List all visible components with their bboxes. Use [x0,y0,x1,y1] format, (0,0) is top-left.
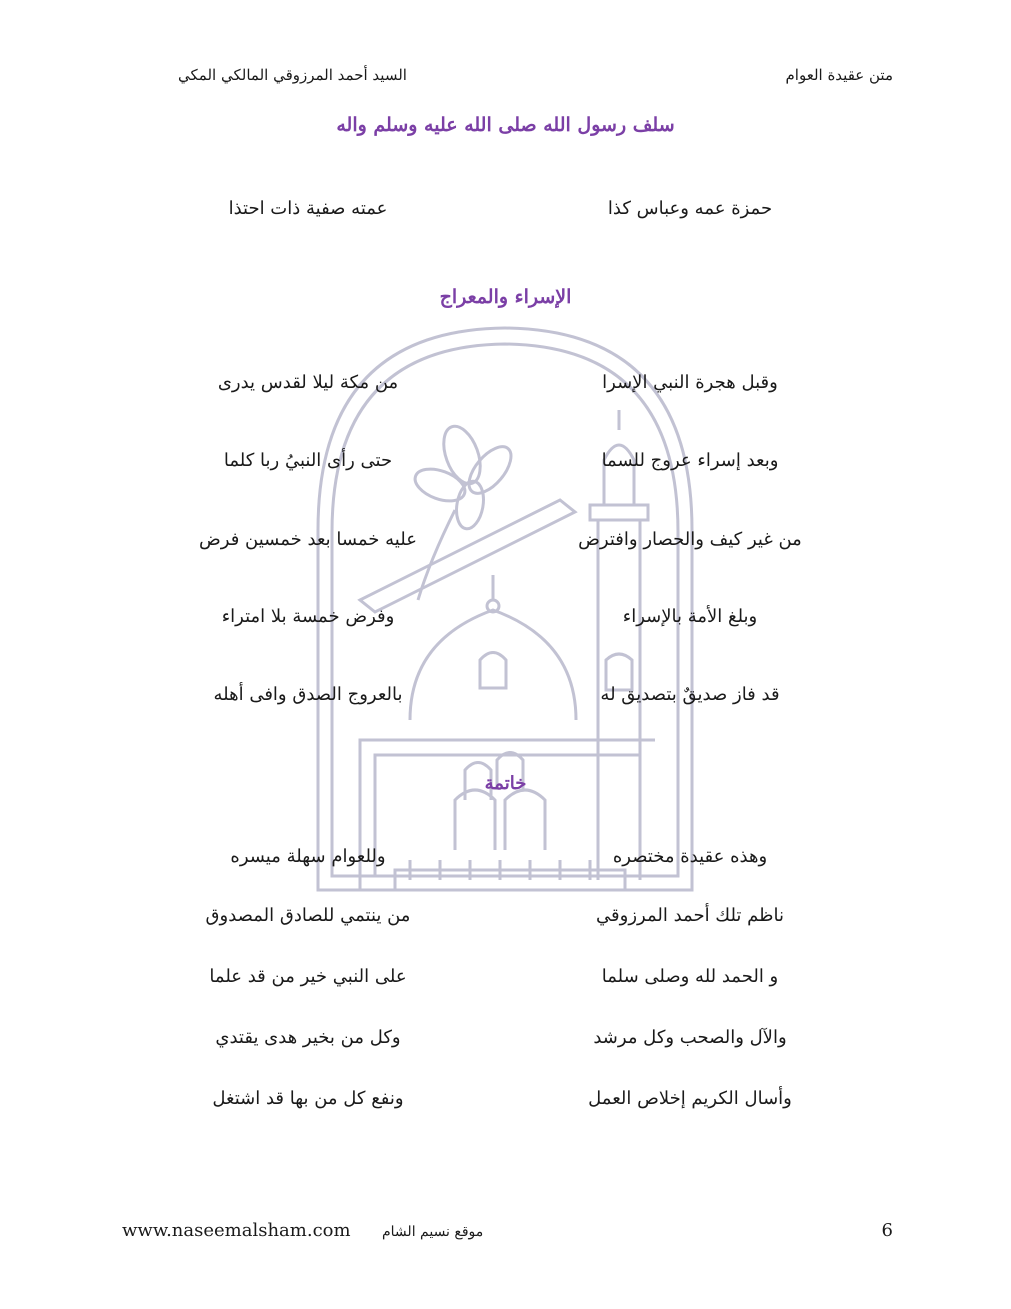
verse-10-first: والآل والصحب وكل مرشد [593,1027,787,1048]
verse-9-second: على النبي خير من قد علما [209,966,407,987]
verse-11-second: ونفع كل من بها قد اشتغل [212,1088,404,1109]
verse-7-first: وهذه عقيدة مختصره [612,846,768,867]
footer-website-url[interactable]: www.naseemalsham.com [122,1220,351,1241]
heading-lineage: سلف رسول الله صلى الله عليه وسلم واله [336,114,675,136]
verse-4-second: عليه خمسا بعد خمسين فرض [199,529,417,550]
heading-closing: خاتمة [484,773,527,794]
verse-3-first: وبعد إسراء عروج للسما [601,450,779,471]
header-author-name: السيد أحمد المرزوقي المالكي المكي [178,66,407,84]
verse-6-second: بالعروج الصدق وافى أهله [213,684,403,705]
verse-10-second: وكل من بخير هدى يقتدي [215,1027,401,1048]
verse-8-first: ناظم تلك أحمد المرزوقي [596,905,784,926]
header-book-title: متن عقيدة العوام [785,66,893,84]
verse-9-first: و الحمد لله وصلى سلما [601,966,779,987]
verse-8-second: من ينتمي للصادق المصدوق [205,905,411,926]
verse-1-first: حمزة عمه وعباس كذا [607,198,773,219]
verse-11-first: وأسال الكريم إخلاص العمل [588,1088,792,1109]
footer-site-name: موقع نسيم الشام [382,1224,484,1240]
page-number: 6 [881,1220,893,1241]
verse-3-second: حتى رأى النبيُ ربا كلما [223,450,393,471]
verse-2-first: وقبل هجرة النبي الإسرا [602,372,778,393]
verse-7-second: وللعوام سهلة ميسره [230,846,386,867]
verse-2-second: من مكة ليلا لقدس يدرى [217,372,399,393]
verse-6-first: قد فاز صديقٌ بتصديق له [600,684,780,705]
verse-1-second: عمته صفية ذات احتذا [228,198,388,219]
heading-isra-miraj: الإسراء والمعراج [439,286,572,308]
verse-5-first: وبلغ الأمة بالإسراء [622,606,758,627]
verse-4-first: من غير كيف والحصار وافترض [578,529,802,550]
verse-5-second: وفرض خمسة بلا امتراء [221,606,395,627]
